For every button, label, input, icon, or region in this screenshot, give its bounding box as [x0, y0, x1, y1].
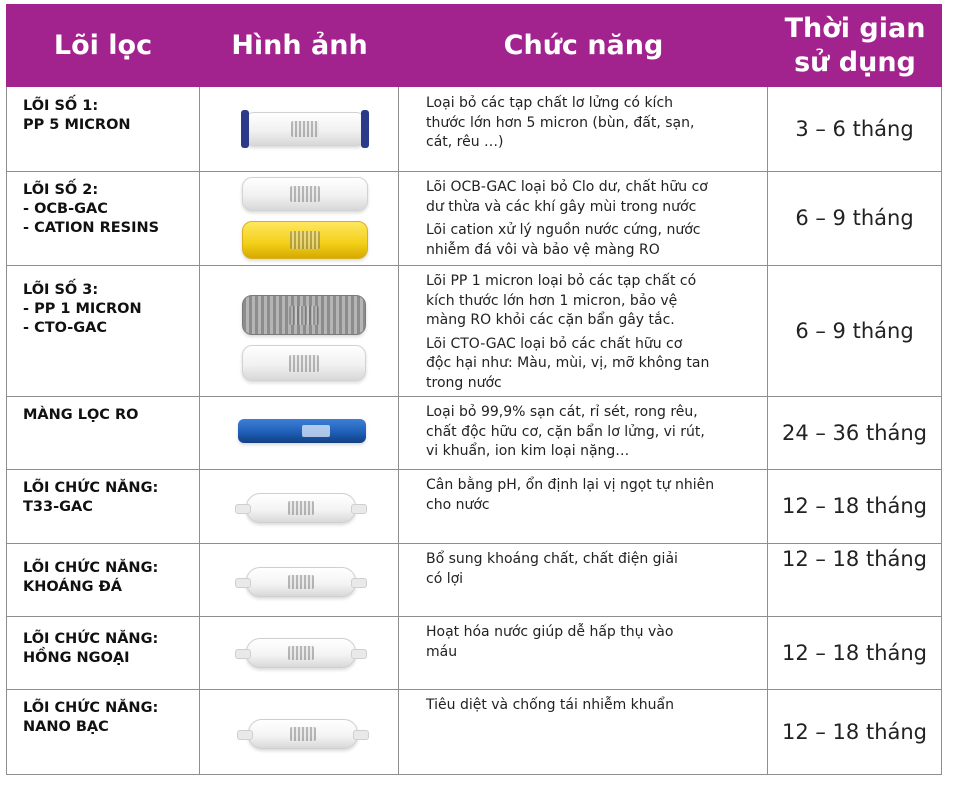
filter-nozzle: [351, 649, 367, 659]
filter-image-cell: [200, 171, 399, 265]
filter-cap: [361, 110, 369, 148]
filter-function-cell: Cân bằng pH, ổn định lại vị ngọt tự nhiên cho nước: [399, 469, 768, 543]
filter-name-cell: LÕI CHỨC NĂNG: KHOÁNG ĐÁ: [6, 543, 200, 616]
filter-nozzle: [353, 730, 369, 740]
header-usage-time: Thời gian sử dụng: [784, 12, 926, 78]
table-row: [6, 616, 942, 690]
filter-function-cell: Tiêu diệt và chống tái nhiễm khuẩn: [399, 689, 768, 774]
pp-5-micron-filter-cartridge: [244, 112, 366, 146]
usage-time-cell: 6 – 9 tháng: [768, 171, 942, 265]
filter-function-cell: Hoạt hóa nước giúp dễ hấp thụ vào máu: [399, 616, 768, 689]
table-row: [6, 689, 942, 775]
filter-label: [290, 727, 316, 741]
ocb-gac-filter-cartridge: [242, 177, 368, 211]
table-row: [6, 469, 942, 544]
filter-label: [288, 501, 314, 515]
usage-time-cell: 6 – 9 tháng: [768, 265, 942, 396]
filter-nozzle: [235, 578, 251, 588]
table-row: [6, 171, 942, 266]
table-row: [6, 396, 942, 470]
infrared-inline-filter: [246, 638, 356, 668]
filter-name-cell: LÕI SỐ 1: PP 5 MICRON: [6, 87, 200, 171]
ro-membrane: [238, 419, 366, 443]
filter-nozzle: [351, 504, 367, 514]
table-body: [6, 87, 942, 774]
header-image: Hình ảnh: [231, 29, 368, 61]
filter-cap: [241, 110, 249, 148]
filter-name-cell: LÕI SỐ 3: - PP 1 MICRON - CTO-GAC: [6, 265, 200, 396]
filter-name-cell: LÕI SỐ 2: - OCB-GAC - CATION RESINS: [6, 171, 200, 265]
table-row: [6, 87, 942, 172]
filter-name-cell: LÕI CHỨC NĂNG: T33-GAC: [6, 469, 200, 543]
usage-time-cell: 12 – 18 tháng: [768, 543, 942, 616]
filter-image-cell: [200, 543, 399, 616]
filter-label: [289, 306, 318, 325]
table-row: [6, 543, 942, 617]
filter-name-cell: LÕI CHỨC NĂNG: NANO BẠC: [6, 689, 200, 774]
table-header: [6, 4, 942, 87]
filter-label: [290, 231, 320, 249]
usage-time-cell: 24 – 36 tháng: [768, 396, 942, 469]
filter-label: [289, 355, 318, 372]
header-function: Chức năng: [503, 29, 664, 61]
filter-name-cell: MÀNG LỌC RO: [6, 396, 200, 469]
filter-nozzle: [237, 730, 253, 740]
t33-gac-inline-filter: [246, 493, 356, 523]
usage-time-cell: 3 – 6 tháng: [768, 87, 942, 171]
usage-time-cell: 12 – 18 tháng: [768, 469, 942, 543]
filter-function-cell: Loại bỏ 99,9% sạn cát, rỉ sét, rong rêu, chất độc hữu cơ, cặn bẩn lơ lửng, vi rút, vi khuẩn, ion kim loại nặng…: [399, 396, 768, 469]
filter-label: [288, 575, 314, 589]
filter-label: [302, 425, 330, 437]
filter-nozzle: [351, 578, 367, 588]
usage-time-cell: 12 – 18 tháng: [768, 616, 942, 689]
filter-label: [288, 646, 314, 660]
filter-image-cell: [200, 265, 399, 396]
table-row: [6, 265, 942, 397]
filter-function-cell: Lõi PP 1 micron loại bỏ các tạp chất có kích thước lớn hơn 1 micron, bảo vệ màng RO khỏi các cặn bẩn gây tắc. Lõi CTO-GAC loại bỏ các chất hữu cơ độc hại như: Màu, mùi, vị, mỡ không tan trong nước: [399, 265, 768, 396]
cation-resins-filter-cartridge: [242, 221, 368, 259]
mineral-inline-filter: [246, 567, 356, 597]
filter-label: [291, 121, 320, 137]
filter-nozzle: [235, 649, 251, 659]
filter-function-cell: Lõi OCB-GAC loại bỏ Clo dư, chất hữu cơ dư thừa và các khí gây mùi trong nước Lõi cation xử lý nguồn nước cứng, nước nhiễm đá vôi và bảo vệ màng RO: [399, 171, 768, 265]
filter-image-cell: [200, 87, 399, 171]
cto-gac-filter-cartridge: [242, 345, 366, 381]
filter-image-cell: [200, 689, 399, 774]
filter-label: [290, 186, 320, 202]
filter-image-cell: [200, 616, 399, 689]
filter-image-cell: [200, 396, 399, 469]
usage-time-cell: 12 – 18 tháng: [768, 689, 942, 774]
filter-image-cell: [200, 469, 399, 543]
filter-name-cell: LÕI CHỨC NĂNG: HỒNG NGOẠI: [6, 616, 200, 689]
header-filter-core: Lõi lọc: [53, 29, 153, 61]
filter-nozzle: [235, 504, 251, 514]
filter-function-cell: Bổ sung khoáng chất, chất điện giải có lợi: [399, 543, 768, 616]
pp-1-micron-filter-cartridge: [242, 295, 366, 335]
filter-table: [6, 4, 942, 774]
nano-silver-inline-filter: [248, 719, 358, 749]
filter-function-cell: Loại bỏ các tạp chất lơ lửng có kích thước lớn hơn 5 micron (bùn, đất, sạn, cát, rêu …): [399, 87, 768, 171]
